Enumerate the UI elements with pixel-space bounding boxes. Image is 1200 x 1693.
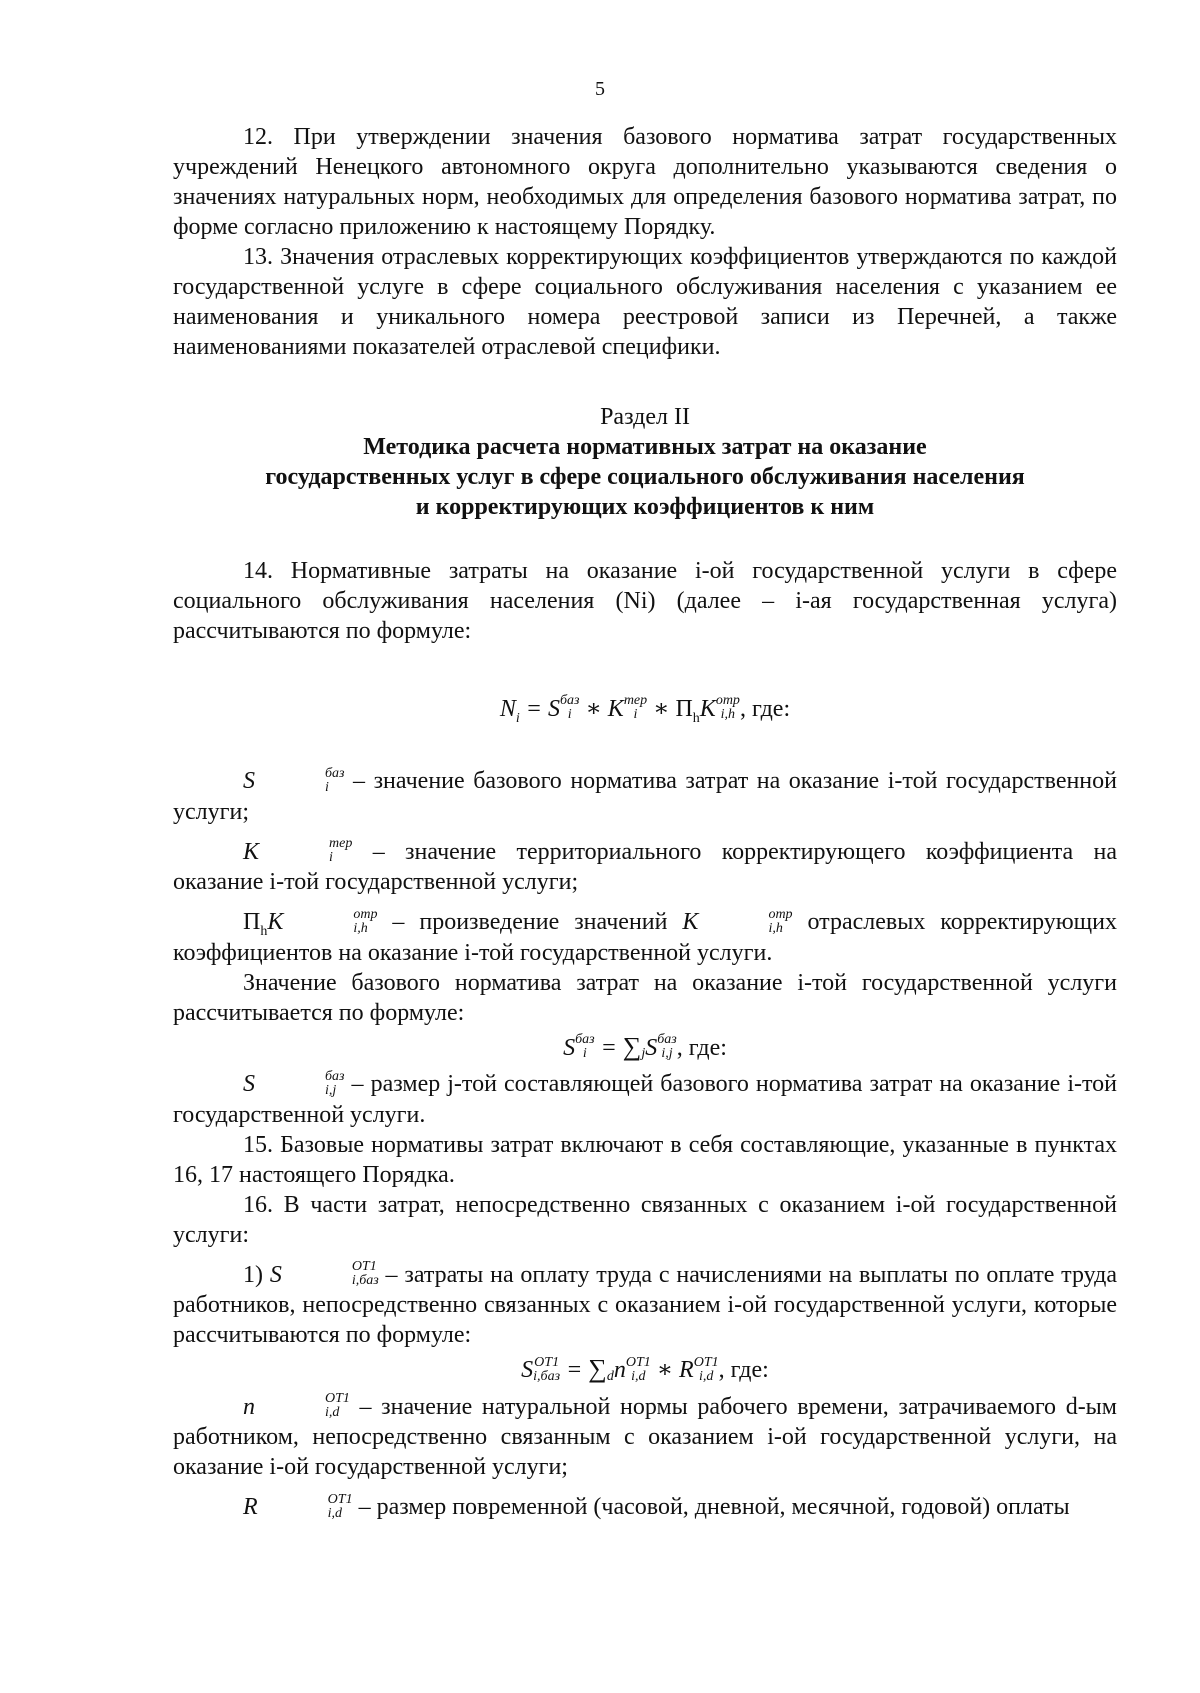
definition-k-ter: K тер i – значение территориального корректирующего коэффициента на оказание i-той государственной услуги; (173, 836, 1117, 896)
paragraph-16: 16. В части затрат, непосредственно связанных с оказанием i-ой государственной услуги: (173, 1191, 1117, 1248)
formula-normative-costs: $N_i = S$ баз i ∗ K тер i ∗ $П_hK$ отр i,h , где: (499, 693, 791, 726)
formula-where-2: , где: (676, 1034, 727, 1061)
formula-labor-costs: S ОТ1 i,баз = ∑ d n ОТ1 i,d ∗ R ОТ1 i,d , где: (521, 1354, 769, 1384)
definition-n: n ОТ1 i,d – значение натуральной нормы рабочего времени, затрачиваемого d-ым работником, непосредственно связанным с оказанием i-ой государственной услуги, на оказание i-ой государственной услуги; (173, 1391, 1117, 1481)
paragraph-base-value: Значение базового норматива затрат на оказание i-той государственной услуги рассчитывается по формуле: (173, 969, 1117, 1026)
section-title-line-1: Методика расчета нормативных затрат на оказание (363, 434, 927, 460)
formula-where: , где: (739, 696, 791, 722)
paragraph-14: 14. Нормативные затраты на оказание i-ой государственной услуги в сфере социального обслуживания населения (Ni) (далее – i-ая государственная услуга) рассчитываются по формуле: (173, 558, 1117, 644)
paragraph-13: 13. Значения отраслевых корректирующих коэффициентов утверждаются по каждой государственной услуге в сфере социального обслуживания населения с указанием ее наименования и уникального номера реестровой записи из Перечней, а также наименованиями показателей отраслевой специфики. (173, 244, 1117, 360)
formula-where-3: , где: (718, 1357, 769, 1384)
section-label: Раздел II (600, 404, 690, 430)
definition-r: R ОТ1 i,d – размер повременной (часовой, дневной, месячной, годовой) оплаты (243, 1491, 1070, 1521)
page-number: 5 (595, 78, 605, 100)
formula-base-sum: S баз i = ∑ j S баз i,j , где: (563, 1031, 727, 1062)
definition-product: $П_hK$ отр i,h – произведение значений K отр i,h отраслевых корректирующих коэффициентов на оказание i-той государственной услуги. (173, 906, 1118, 966)
definition-s-baz: S баз i – значение базового норматива затрат на оказание i-той государственной услуги; (173, 765, 1117, 825)
paragraph-15: 15. Базовые нормативы затрат включают в себя составляющие, указанные в пунктах 16, 17 настоящего Порядка. (173, 1131, 1117, 1188)
page-content (173, 122, 1117, 1523)
item-1: 1) S ОТ1 i,баз – затраты на оплату труда с начислениями на выплаты по оплате труда работников, непосредственно связанных с оказанием i-ой государственной услуги, которые рассчитываются по формуле: (173, 1259, 1117, 1349)
section-title-line-2: государственных услуг в сфере социального обслуживания населения (265, 464, 1025, 490)
definition-s-ij: S баз i,j – размер j-той составляющей базового норматива затрат на оказание i-той государственной услуги. (173, 1068, 1117, 1128)
section-title-line-3: и корректирующих коэффициентов к ним (415, 494, 875, 520)
paragraph-12: 12. При утверждении значения базового норматива затрат государственных учреждений Ненецкого автономного округа дополнительно указываются сведения о значениях натуральных норм, необходимых для определения базового норматива затрат, по форме согласно приложению к настоящему Порядку. (173, 124, 1117, 240)
